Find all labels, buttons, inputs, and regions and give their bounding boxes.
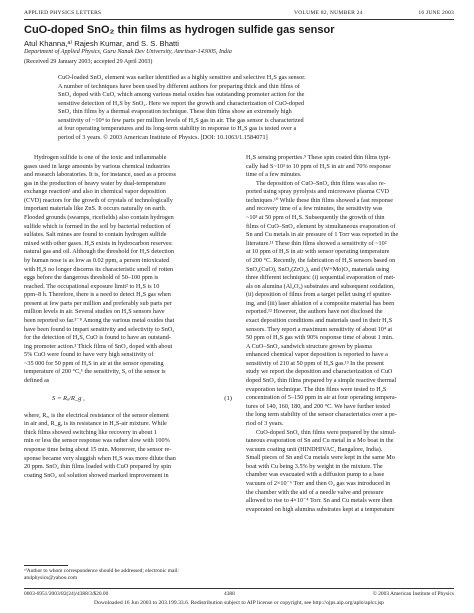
text-line: reached. The occupational exposure limit² to H₂S is 10 bbox=[24, 282, 160, 290]
text-line: temperature of 200 °C,⁶ the sensitivity, S, of the sensor is bbox=[24, 368, 166, 376]
text-line: three different techniques: (i) sequential evaporation of met- bbox=[246, 274, 396, 282]
text-line: doped SnO₂ thin films prepared by a simple reactive thermal bbox=[246, 377, 397, 385]
text-line: min or less the sensor response was rather slow with 100% bbox=[24, 437, 170, 445]
text-line: taneous evaporation of Sn and Cu metal in a Mo boat in the bbox=[246, 437, 394, 445]
footnote-line: atulphysics@yahoo.com bbox=[24, 575, 78, 582]
text-line: Hydrogen sulfide is one of the toxic and inflammable bbox=[34, 154, 167, 161]
text-line: literature.¹¹ These thin films showed a sensitivity of ~10² bbox=[246, 239, 387, 247]
text-line: exact deposition conditions and materials used in their H₂S bbox=[246, 316, 393, 324]
text-line: The deposition of CuO–SnO₂ thin films was also re- bbox=[256, 179, 386, 187]
equation-text: S = Rₐ/R_g , bbox=[52, 394, 85, 402]
equation-1 bbox=[24, 386, 232, 412]
text-line: SnO₂(CuO), SnO₂(ZrO₂), and (W+Mo)O₃ materials using bbox=[246, 265, 390, 273]
abstract bbox=[58, 74, 426, 143]
text-line: been reported so far.³⁻⁸ Among the various metal oxides that bbox=[24, 316, 175, 324]
text-line: by human nose is as low as 0.02 ppm, a person intoxicated bbox=[24, 256, 170, 264]
text-line: important materials like ZnS. It occurs naturally on earth. bbox=[24, 205, 167, 213]
text-line: time of a few minutes. bbox=[246, 171, 302, 179]
text-line: sensors. They report a maximum sensitivity of about 10⁴ at bbox=[246, 325, 393, 333]
text-line: reported.¹² However, the authors have not disclosed the bbox=[246, 308, 383, 316]
text-line: where, Rₐ, is the electrical resistance of the sensor element bbox=[24, 411, 169, 419]
text-line: gas in the production of heavy water by dual-temperature bbox=[24, 179, 166, 187]
author-affiliation: Department of Applied Physics, Guru Nanak Dev University, Amritsar-143005, India bbox=[24, 49, 232, 55]
abstract-line: A number of techniques have been used by different authors for preparing thick and thin films of bbox=[58, 82, 300, 90]
abstract-line: sensitive detection of H₂S by SnO₂. Here we report the growth and characterization of CuO-doped bbox=[58, 99, 305, 107]
text-line: (ii) deposition of films from a target pellet using rf sputter- bbox=[246, 291, 392, 299]
text-line: eggs before the dangerous threshold of 50–100 ppm is bbox=[24, 274, 159, 282]
author-list: Atul Khanna,ᵃ⁾ Rajesh Kumar, and S. S. Bhatti bbox=[24, 39, 179, 48]
abstract-line: at four operating temperatures and its long-term stability in response to H₂S gas is tested over a bbox=[58, 125, 297, 133]
text-line: 20 ppm. SnO₂ thin films loaded with CuO prepared by spin bbox=[24, 463, 172, 471]
text-line: natural gas and oil. Although the threshold for H₂S detection bbox=[24, 248, 174, 256]
left-column-text bbox=[24, 154, 232, 386]
text-line: and recovery time of a few minutes, the sensitivity was bbox=[246, 205, 383, 213]
text-line: A CuO–SnO₂ sandwich structure grown by plasma bbox=[246, 342, 372, 350]
text-line: million levels in air. Several studies on H₂S sensors have bbox=[24, 308, 165, 316]
copyright-notice: © 2003 American Institute of Physics bbox=[372, 591, 454, 597]
text-line: for the detection of H₂S, CuO is found to have an outstand- bbox=[24, 334, 171, 342]
text-line: ~35 000 for 50 ppm of H₂S in air at the sensor operating bbox=[24, 359, 164, 367]
text-line: evaporated on high alumina substrates kept at a temperature bbox=[246, 505, 395, 513]
text-line: of 200 °C. Recently, the fabrication of H₂S sensors based on bbox=[246, 256, 396, 264]
equation-number: (1) bbox=[224, 394, 232, 402]
text-line: ported using spray pyrolysis and microwave plasma CVD bbox=[246, 188, 390, 196]
abstract-line: SnO₂ doped with CuO, which among various metal oxides has outstanding promoter action for the bbox=[58, 91, 305, 99]
right-column bbox=[246, 154, 454, 514]
volume-number: VOLUME 82, NUMBER 24 bbox=[294, 10, 363, 16]
text-line: Sn and Cu metals in air pressure of 1 Torr was reported in the bbox=[246, 231, 399, 239]
text-line: (CVD) reactors for the growth of crystals of technologically bbox=[24, 196, 173, 204]
text-line: thick films showed switching like recovery in about 1 bbox=[24, 428, 158, 436]
text-line: coating SnO₂ sol solution showed marked improvement in bbox=[24, 471, 169, 479]
text-line: CuO-doped SnO₂ thin films were prepared by the simul- bbox=[256, 428, 396, 436]
text-line: 5% CuO were found to have very high sensitivity of bbox=[24, 351, 154, 359]
received-dates: (Received 29 January 2003; accepted 29 April 2003) bbox=[24, 59, 153, 65]
text-line: ~10³ at 50 ppm of H₂S. Subsequently the growth of thin bbox=[246, 214, 385, 222]
text-line: sensitivity of 210 at 50 ppm of H₂S gas.¹³ In the present bbox=[246, 359, 384, 367]
text-line: techniques.¹⁰ While these thin films showed a fast response bbox=[246, 196, 394, 204]
text-line: sulfates. Salt mines are found to contain hydrogen sulfide bbox=[24, 231, 167, 239]
text-line: in air and, R_g, is its resistance in H₂S-air mixture. While bbox=[24, 420, 167, 428]
abstract-line: period of 3 years. © 2003 American Institute of Physics. [DOI: 10.1063/1.1584071] bbox=[58, 134, 268, 142]
text-line: sulfide which is formed in the soil by bacterial reduction of bbox=[24, 222, 171, 230]
header-rule bbox=[24, 19, 454, 20]
text-line: the chamber with the aid of a needle valve and pressure bbox=[246, 488, 384, 496]
text-line: mixed with other gases. H₂S exists in hydrocarbon reserves: bbox=[24, 239, 173, 247]
text-line: vacuum of 2×10⁻⁶ Torr and then O₂ gas was introduced in bbox=[246, 479, 391, 487]
text-line: 50 ppm of H₂S gas with 90% response time of about 1 min. bbox=[246, 334, 394, 342]
text-line: vacuum coating unit (HINDHIVAC, Bangalore, India). bbox=[246, 445, 383, 453]
text-line: at 10 ppm of H₂S in air with sensor operating temperature bbox=[246, 248, 390, 256]
text-line: cally had S~10³ to 10 ppm of H₂S in air and 70% response bbox=[246, 162, 391, 170]
text-line: tures of 140, 160, 180, and 200 °C. We have further tested bbox=[246, 402, 390, 410]
text-line: Flooded grounds (swamps, ricefields) also contain hydrogen bbox=[24, 214, 174, 222]
text-line: H₂S sensing properties.⁹ These spin coated thin films typi- bbox=[246, 154, 391, 161]
issue-date: 16 JUNE 2003 bbox=[418, 10, 454, 16]
footnote-rule bbox=[24, 565, 68, 566]
footnote bbox=[24, 568, 232, 582]
text-line: films of CuO–SnO₂ element by simultaneous evaporation of bbox=[246, 222, 396, 230]
footnote-line: ᵃ⁾Author to whom correspondence should be addressed; electronic mail: bbox=[24, 568, 179, 574]
left-column bbox=[24, 154, 232, 480]
abstract-line: sensitivity of ~10⁴ to few parts per million levels of H₂S gas in air. The gas sensor is characterized bbox=[58, 116, 304, 124]
text-line: exchange reaction¹ and also in chemical vapor deposition bbox=[24, 188, 166, 196]
text-line: allowed to rise to 4×10⁻⁴ Torr. Sn and Cu metals were then bbox=[246, 497, 393, 505]
text-line: ing promoter action.³ Thick films of SnO₂ doped with about bbox=[24, 342, 173, 350]
text-line: enhanced chemical vapor deposition is reported to have a bbox=[246, 351, 388, 359]
text-line: riod of 3 years. bbox=[246, 419, 284, 427]
paper-title: CuO-doped SnO₂ thin films as hydrogen sulfide gas sensor bbox=[24, 24, 335, 36]
abstract-line: CuO-loaded SnO₂ element was earlier identified as a highly sensitive and selective H₂S gas sensor. bbox=[58, 74, 306, 81]
issn-code: 0003-6951/2003/82(24)/4388/3/$20.00 bbox=[24, 591, 109, 597]
text-line: and research laboratories. It is, for instance, used as a process bbox=[24, 171, 177, 179]
text-line: have been found to impart sensitivity and selectivity to SnO₂ bbox=[24, 325, 175, 333]
text-line: Small pieces of Sn and Cu metals were kept in the same Mo bbox=[246, 454, 395, 462]
text-line: ppm–8 h. Therefore, there is a need to detect H₂S gas when bbox=[24, 291, 171, 299]
left-column-text-continued bbox=[24, 412, 232, 481]
footer-rule bbox=[24, 588, 454, 589]
text-line: sponse became very sluggish when H₂S was more dilute than bbox=[24, 454, 176, 462]
abstract-line: SnO₂ thin films by a thermal evaporation technique. These thin films show an extremely high bbox=[58, 108, 292, 116]
text-line: gases used in large amounts by various chemical industries bbox=[24, 162, 170, 170]
text-line: defined as bbox=[24, 377, 50, 385]
text-line: response time being about 15 min. Moreover, the sensor re- bbox=[24, 445, 172, 453]
text-line: with H₂S no longer discerns its characteristic smell of rotten bbox=[24, 265, 174, 273]
text-line: evaporation technique. The thin films were tested to H₂S bbox=[246, 385, 387, 393]
text-line: present at few parts per million and preferably sub parts per bbox=[24, 299, 172, 307]
text-line: concentration of 5–150 ppm in air at four operating tempera- bbox=[246, 394, 397, 402]
download-notice: Downloaded 16 Jun 2003 to 203.199.33.6. Redistribution subject to AIP license or copyright, see http://ojps.aip.org/aplo/aplcr.jsp bbox=[94, 600, 384, 606]
page-number: 4388 bbox=[224, 591, 235, 597]
text-line: study we report the deposition and characterization of CuO bbox=[246, 368, 393, 376]
text-line: the long term stability of the sensor characteristics over a pe- bbox=[246, 411, 397, 419]
text-line: als on alumina (Al₂O₃) substrates and subsequent oxidation, bbox=[246, 282, 395, 290]
journal-name: APPLIED PHYSICS LETTERS bbox=[24, 10, 102, 16]
text-line: boat with Cu being 3.5% by weight in the mixture. The bbox=[246, 462, 383, 470]
page-footer bbox=[24, 591, 454, 599]
text-line: chamber was evacuated with a diffusion pump to a base bbox=[246, 471, 385, 479]
text-line: ing, and (iii) laser ablation of a composite material has been bbox=[246, 299, 395, 307]
